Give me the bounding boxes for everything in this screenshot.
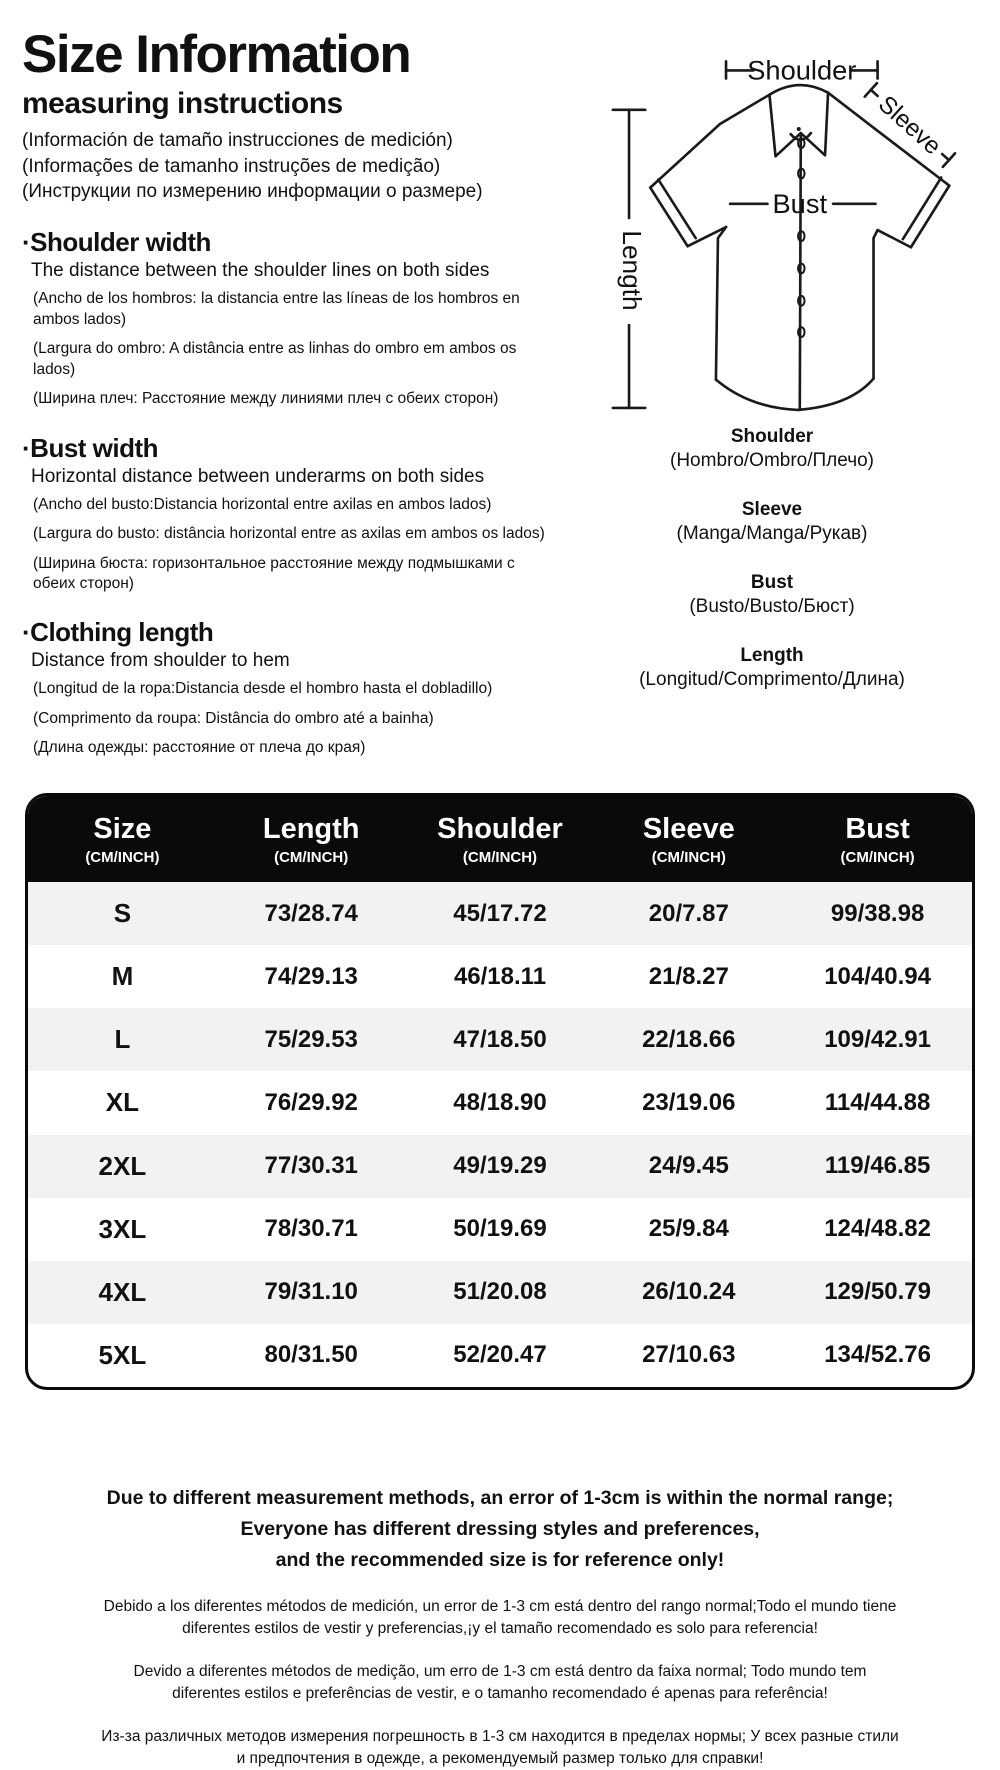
- cell-shoulder: 45/17.72: [453, 899, 547, 927]
- column-unit: (CM/INCH): [840, 848, 915, 866]
- sleeve-measure-label: Sleeve: [872, 90, 947, 161]
- translation-es: (Longitud de la ropa:Distancia desde el hombro hasta el dobladillo): [33, 680, 493, 698]
- cell-shoulder: 51/20.08: [453, 1278, 547, 1306]
- cell-size: 2XL: [98, 1150, 147, 1181]
- cell-bust: 119/46.85: [824, 1152, 931, 1180]
- column-label: Sleeve: [642, 812, 735, 845]
- table-row-4xl: [28, 1261, 972, 1324]
- section-heading: [22, 227, 554, 258]
- cell-size: 4XL: [98, 1276, 147, 1307]
- column-label: Length: [262, 812, 360, 845]
- translation-pt: (Largura do busto: distância horizontal entre as axilas em ambos os lados): [33, 525, 545, 543]
- table-row-3xl: [28, 1198, 972, 1261]
- cell-size: S: [113, 898, 132, 929]
- cell-size: 3XL: [98, 1213, 147, 1244]
- legend-term: Bust: [750, 572, 794, 593]
- cell-sleeve: 20/7.87: [648, 899, 729, 927]
- cell-sleeve: 24/9.45: [648, 1152, 729, 1180]
- legend-translations: (Hombro/Ombro/Плечо): [670, 450, 874, 471]
- disclaimer: [0, 1483, 1000, 1770]
- notice-line: Everyone has different dressing styles and preferences,: [240, 1517, 760, 1540]
- section-heading: [22, 617, 554, 648]
- table-row-s: [28, 882, 972, 945]
- subtitle-translation-es: (Información de tamaño instrucciones de medición): [22, 130, 453, 152]
- column-label: Size: [93, 812, 152, 845]
- diagram-legend: [552, 426, 992, 691]
- section-translations: [33, 495, 554, 595]
- cell-length: 73/28.74: [264, 899, 358, 927]
- section-translations: [33, 289, 554, 409]
- translation-es: (Ancho de los hombros: la distancia entre las líneas de los hombros en ambos lados): [33, 290, 520, 328]
- section-description: The distance between the shoulder lines on both sides: [31, 260, 490, 282]
- shirt-diagram: [552, 26, 992, 420]
- subtitle-translation-pt: (Informações de tamanho instruções de medição): [22, 155, 441, 177]
- cell-bust: 134/52.76: [824, 1341, 931, 1369]
- section-description: Distance from shoulder to hem: [31, 650, 290, 672]
- cell-bust: 124/48.82: [824, 1215, 931, 1243]
- size-table-header: [28, 796, 972, 882]
- disclaimer-notice: [0, 1483, 1000, 1575]
- cell-size: XL: [105, 1087, 140, 1118]
- section-translations: [33, 679, 554, 758]
- section-description: Horizontal distance between underarms on both sides: [31, 465, 485, 487]
- column-unit: (CM/INCH): [274, 848, 349, 866]
- legend-item-bust: [552, 572, 992, 618]
- legend-translations: (Longitud/Comprimento/Длина): [639, 669, 905, 690]
- cell-sleeve: 26/10.24: [642, 1278, 736, 1306]
- bullet: ·: [22, 617, 31, 648]
- bust-measure: [730, 188, 875, 219]
- table-row-l: [28, 1008, 972, 1071]
- legend-item-length: [552, 645, 992, 691]
- column-label: Bust: [845, 812, 910, 845]
- translation-pt: (Largura do ombro: A distância entre as linhas do ombro em ambos os lados): [33, 340, 517, 378]
- disclaimer-line: diferentes estilos e preferências de vestir, e o tamanho recomendado é apenas para referência!: [172, 1685, 828, 1703]
- disclaimer-line: diferentes estilos de vestir y preferencias,¡y el tamaño recomendado es solo para referencia!: [182, 1620, 818, 1638]
- disclaimer-line: Devido a diferentes métodos de medição, um erro de 1-3 cm está dentro da faixa normal; Todo mundo tem: [133, 1663, 867, 1681]
- column-header-sleeve: [594, 813, 783, 866]
- section-title: Bust width: [30, 432, 159, 463]
- column-header-shoulder: [406, 813, 595, 866]
- table-row-2xl: [28, 1135, 972, 1198]
- legend-translations: (Manga/Manga/Рукав): [676, 523, 868, 544]
- cell-size: 5XL: [98, 1339, 147, 1370]
- translation-ru: (Длина одежды: расстояние от плеча до края): [33, 739, 366, 757]
- cell-size: M: [111, 961, 134, 992]
- cell-shoulder: 48/18.90: [453, 1088, 547, 1116]
- cell-sleeve: 25/9.84: [648, 1215, 729, 1243]
- cell-sleeve: 23/19.06: [642, 1088, 736, 1116]
- subtitle-translations: [22, 128, 554, 204]
- instructions-column: [22, 25, 554, 768]
- table-row-xl: [28, 1071, 972, 1134]
- disclaimer-line: Из-за различных методов измерения погрешность в 1-3 см находится в пределах нормы; У всех разные стили: [101, 1728, 899, 1746]
- column-header-size: [28, 813, 217, 866]
- bust-measure-label: Bust: [772, 187, 828, 219]
- section-title: Clothing length: [30, 617, 214, 648]
- column-header-length: [217, 813, 406, 866]
- cell-bust: 104/40.94: [824, 962, 931, 990]
- shoulder-measure: [726, 55, 878, 86]
- column-header-bust: [783, 813, 972, 866]
- legend-term: Shoulder: [730, 426, 814, 447]
- cell-shoulder: 50/19.69: [453, 1215, 547, 1243]
- legend-term: Length: [740, 645, 804, 666]
- subtitle-translation-ru: (Инструкции по измерению информации о размере): [22, 180, 483, 202]
- cell-size: L: [114, 1024, 131, 1055]
- size-table-body: [28, 882, 972, 1387]
- disclaimer-pt: [0, 1661, 1000, 1705]
- cell-length: 78/30.71: [264, 1215, 358, 1243]
- section-bust-width: [22, 433, 554, 595]
- page-title: Size Information: [22, 25, 411, 84]
- cell-bust: 114/44.88: [824, 1088, 931, 1116]
- column-label: Shoulder: [437, 812, 563, 845]
- page-subtitle: measuring instructions: [22, 87, 343, 121]
- cell-length: 79/31.10: [264, 1278, 358, 1306]
- legend-term: Sleeve: [741, 499, 803, 520]
- cell-shoulder: 47/18.50: [453, 1025, 547, 1053]
- cell-shoulder: 46/18.11: [453, 962, 547, 990]
- cell-bust: 99/38.98: [830, 899, 925, 927]
- length-measure-label: Length: [616, 230, 647, 311]
- disclaimer-line: Debido a los diferentes métodos de medición, un error de 1-3 cm está dentro del rango normal;Todo el mundo tiene: [103, 1598, 897, 1616]
- cell-bust: 129/50.79: [824, 1278, 931, 1306]
- button-placket: [797, 127, 805, 410]
- cell-length: 74/29.13: [264, 962, 358, 990]
- cell-bust: 109/42.91: [824, 1025, 931, 1053]
- column-unit: (CM/INCH): [651, 848, 726, 866]
- cell-length: 75/29.53: [264, 1025, 358, 1053]
- diagram-column: [552, 26, 992, 691]
- cell-sleeve: 21/8.27: [648, 962, 729, 990]
- translation-ru: (Ширина плеч: Расстояние между линиями плеч с обеих сторон): [33, 390, 499, 408]
- section-title: Shoulder width: [30, 227, 211, 258]
- translation-es: (Ancho del busto:Distancia horizontal entre axilas en ambos lados): [33, 495, 492, 513]
- shoulder-measure-label: Shoulder: [747, 54, 857, 86]
- legend-item-shoulder: [552, 426, 992, 472]
- disclaimer-line: и предпочтения в одежде, а рекомендуемый размер только для справки!: [236, 1750, 764, 1768]
- notice-line: Due to different measurement methods, an error of 1-3cm is within the normal range;: [106, 1487, 894, 1509]
- disclaimer-es: [0, 1596, 1000, 1640]
- translation-pt: (Comprimento da roupa: Distância do ombro até a bainha): [33, 709, 434, 727]
- section-clothing-length: [22, 617, 554, 758]
- cell-length: 77/30.31: [264, 1152, 358, 1180]
- length-measure: [613, 110, 647, 408]
- sleeve-measure: [861, 80, 957, 170]
- cell-shoulder: 49/19.29: [453, 1152, 547, 1180]
- bullet: ·: [22, 432, 31, 463]
- translation-ru: (Ширина бюста: горизонтальное расстояние между подмышками с обеих сторон): [33, 554, 515, 593]
- bullet: ·: [22, 227, 31, 258]
- legend-item-sleeve: [552, 499, 992, 545]
- column-unit: (CM/INCH): [85, 848, 160, 866]
- legend-translations: (Busto/Busto/Бюст): [689, 596, 855, 617]
- cell-shoulder: 52/20.47: [453, 1341, 547, 1369]
- size-table: [25, 793, 975, 1390]
- notice-line: and the recommended size is for reference only!: [275, 1548, 725, 1571]
- column-unit: (CM/INCH): [462, 848, 538, 866]
- table-row-5xl: [28, 1324, 972, 1387]
- disclaimer-ru: [0, 1726, 1000, 1770]
- section-heading: [22, 433, 554, 464]
- cell-length: 80/31.50: [264, 1341, 358, 1369]
- table-row-m: [28, 945, 972, 1008]
- cell-sleeve: 27/10.63: [642, 1341, 736, 1369]
- cell-sleeve: 22/18.66: [642, 1025, 736, 1053]
- section-shoulder-width: [22, 227, 554, 409]
- cell-length: 76/29.92: [264, 1088, 358, 1116]
